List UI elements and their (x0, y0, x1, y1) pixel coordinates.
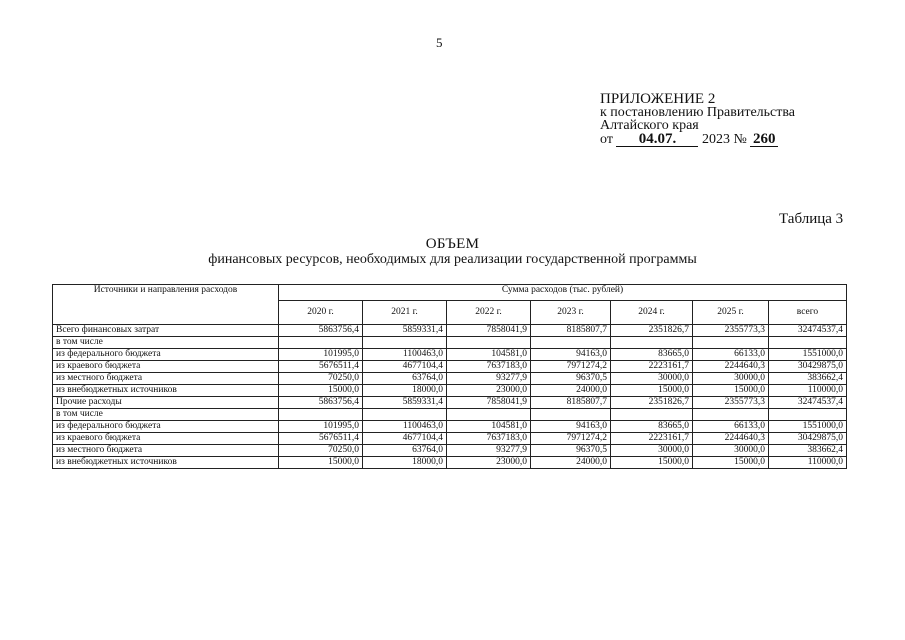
header-sources: Источники и направления расходов (53, 285, 279, 325)
table-cell: 110000,0 (769, 457, 847, 469)
table-row (53, 457, 847, 469)
table-cell: 101995,0 (279, 421, 363, 433)
table-cell: 383662,4 (769, 445, 847, 457)
appendix-title: ПРИЛОЖЕНИЕ 2 (600, 91, 716, 107)
table-cell: 1551000,0 (769, 421, 847, 433)
row-label: из местного бюджета (53, 373, 279, 385)
table-cell: 5676511,4 (279, 361, 363, 373)
table-cell: 96370,5 (531, 373, 611, 385)
table-cell: 32474537,4 (769, 325, 847, 337)
table-row (53, 337, 847, 349)
table-cell: 15000,0 (611, 457, 693, 469)
appendix-region-line: Алтайского края (600, 118, 699, 133)
table-cell: 93277,9 (447, 445, 531, 457)
row-label: из краевого бюджета (53, 361, 279, 373)
header-year: 2025 г. (693, 301, 769, 325)
table-cell: 23000,0 (447, 385, 531, 397)
table-cell: 15000,0 (279, 457, 363, 469)
financial-resources-table (52, 284, 847, 469)
table-cell: 5859331,4 (363, 397, 447, 409)
table-cell: 30000,0 (611, 445, 693, 457)
table-cell: 93277,9 (447, 373, 531, 385)
row-label: из внебюджетных источников (53, 457, 279, 469)
appendix-decree-line: к постановлению Правительства (600, 105, 796, 120)
table-row (53, 433, 847, 445)
table-cell (363, 409, 447, 421)
table-row (53, 445, 847, 457)
table-cell (447, 337, 531, 349)
header-sum: Сумма расходов (тыс. рублей) (279, 285, 847, 301)
table-cell: 15000,0 (693, 385, 769, 397)
row-label: Прочие расходы (53, 397, 279, 409)
table-cell: 7971274,2 (531, 433, 611, 445)
table-cell: 70250,0 (279, 373, 363, 385)
table-cell: 110000,0 (769, 385, 847, 397)
table-row (53, 385, 847, 397)
table-cell: 70250,0 (279, 445, 363, 457)
table-cell: 383662,4 (769, 373, 847, 385)
table-cell: 1551000,0 (769, 349, 847, 361)
table-cell (363, 337, 447, 349)
table-cell: 83665,0 (611, 421, 693, 433)
table-cell: 5863756,4 (279, 325, 363, 337)
table-row (53, 373, 847, 385)
table-cell: 66133,0 (693, 421, 769, 433)
table-cell: 15000,0 (611, 385, 693, 397)
header-year: 2023 г. (531, 301, 611, 325)
table-cell (279, 409, 363, 421)
table-cell: 15000,0 (693, 457, 769, 469)
table-label: Таблица 3 (779, 211, 844, 227)
table-cell: 1100463,0 (363, 421, 447, 433)
row-label: из внебюджетных источников (53, 385, 279, 397)
table-cell (769, 409, 847, 421)
appendix-from-label: от (600, 132, 613, 147)
table-cell: 8185807,7 (531, 397, 611, 409)
appendix-date-line (600, 132, 795, 147)
document-title: ОБЪЕМ (425, 236, 480, 252)
table-cell (693, 409, 769, 421)
row-label: из местного бюджета (53, 445, 279, 457)
row-label: в том числе (53, 337, 279, 349)
table-cell: 94163,0 (531, 349, 611, 361)
row-label: Всего финансовых затрат (53, 325, 279, 337)
table-cell: 30429875,0 (769, 361, 847, 373)
table-row (53, 421, 847, 433)
table-cell (611, 409, 693, 421)
header-year: 2024 г. (611, 301, 693, 325)
table-cell: 104581,0 (447, 421, 531, 433)
appendix-block (600, 93, 795, 147)
table-cell: 101995,0 (279, 349, 363, 361)
table-cell: 5676511,4 (279, 433, 363, 445)
table-cell: 4677104,4 (363, 433, 447, 445)
table-cell (611, 337, 693, 349)
table-row (53, 409, 847, 421)
table-cell: 94163,0 (531, 421, 611, 433)
table-cell: 2244640,3 (693, 361, 769, 373)
table-cell: 2355773,3 (693, 325, 769, 337)
row-label: из краевого бюджета (53, 433, 279, 445)
table-cell: 30000,0 (693, 373, 769, 385)
table-cell: 5863756,4 (279, 397, 363, 409)
table-cell: 2244640,3 (693, 433, 769, 445)
table-cell: 2223161,7 (611, 361, 693, 373)
appendix-number: 260 (750, 132, 778, 147)
table-cell (693, 337, 769, 349)
row-label: в том числе (53, 409, 279, 421)
table-cell: 24000,0 (531, 457, 611, 469)
table-cell: 30429875,0 (769, 433, 847, 445)
row-label: из федерального бюджета (53, 349, 279, 361)
table-cell (531, 337, 611, 349)
header-year: 2021 г. (363, 301, 447, 325)
table-row (53, 349, 847, 361)
table-cell: 63764,0 (363, 373, 447, 385)
table-cell: 30000,0 (611, 373, 693, 385)
appendix-date: 04.07. (616, 132, 698, 147)
table-cell: 104581,0 (447, 349, 531, 361)
table-cell: 7858041,9 (447, 397, 531, 409)
table-cell: 30000,0 (693, 445, 769, 457)
table-cell: 2355773,3 (693, 397, 769, 409)
table-cell (447, 409, 531, 421)
table-cell: 7971274,2 (531, 361, 611, 373)
table-cell: 32474537,4 (769, 397, 847, 409)
appendix-year: 2023 № (701, 132, 747, 147)
table-cell: 7858041,9 (447, 325, 531, 337)
document-subtitle: финансовых ресурсов, необходимых для реализации государственной программы (208, 252, 697, 267)
table-row (53, 361, 847, 373)
table-cell: 96370,5 (531, 445, 611, 457)
header-year: всего (769, 301, 847, 325)
table-cell: 2351826,7 (611, 325, 693, 337)
table-cell: 7637183,0 (447, 361, 531, 373)
table-cell: 4677104,4 (363, 361, 447, 373)
header-year: 2022 г. (447, 301, 531, 325)
table-row (53, 325, 847, 337)
table-cell: 2223161,7 (611, 433, 693, 445)
page-number: 5 (436, 35, 443, 50)
table-cell: 18000,0 (363, 385, 447, 397)
table-cell: 66133,0 (693, 349, 769, 361)
table-cell: 24000,0 (531, 385, 611, 397)
table-cell: 8185807,7 (531, 325, 611, 337)
table-row (53, 397, 847, 409)
table-cell (531, 409, 611, 421)
table-cell: 5859331,4 (363, 325, 447, 337)
table-body (53, 325, 847, 469)
table-cell: 23000,0 (447, 457, 531, 469)
table-cell: 18000,0 (363, 457, 447, 469)
table-cell (279, 337, 363, 349)
table-cell: 1100463,0 (363, 349, 447, 361)
table-cell: 7637183,0 (447, 433, 531, 445)
header-year: 2020 г. (279, 301, 363, 325)
row-label: из федерального бюджета (53, 421, 279, 433)
table-cell: 2351826,7 (611, 397, 693, 409)
table-cell: 83665,0 (611, 349, 693, 361)
table-cell: 15000,0 (279, 385, 363, 397)
table-cell (769, 337, 847, 349)
table-cell: 63764,0 (363, 445, 447, 457)
